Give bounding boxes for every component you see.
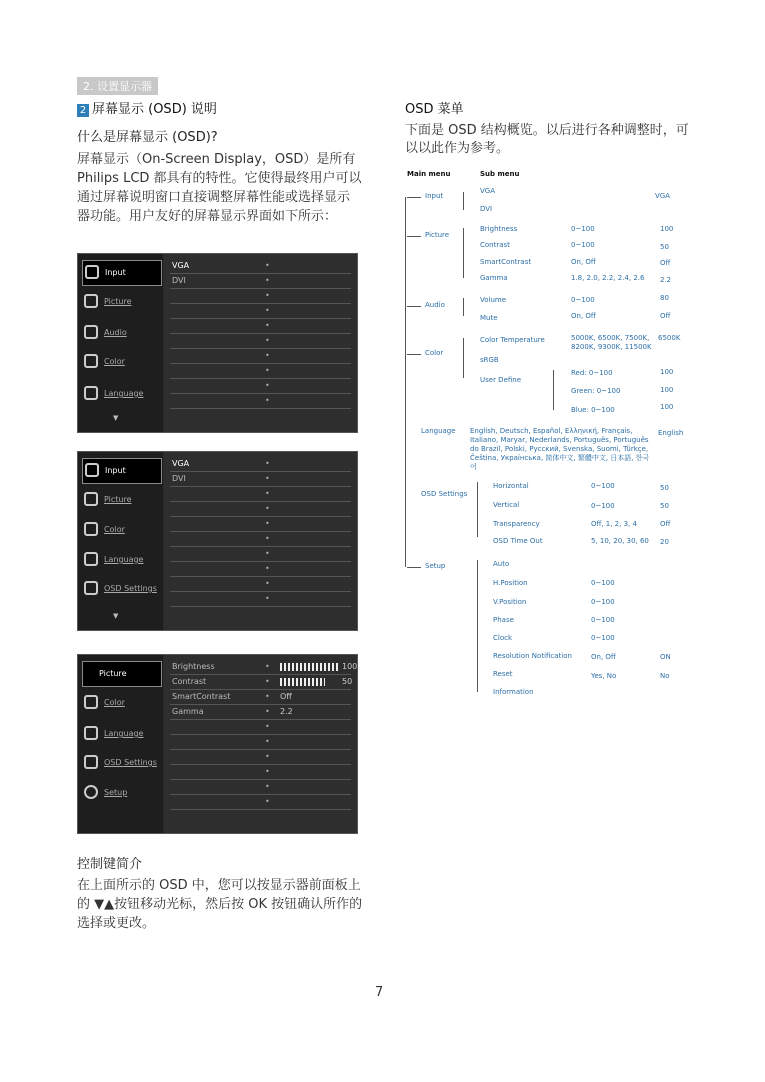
control-keys-paragraph: 在上面所示的 OSD 中，您可以按显示器前面板上的 ▼▲按钮移动光标，然后按 OK 按钮确认所作的选择或更改。 [77,878,363,931]
osd-menu-item: Picture [82,661,162,687]
picture-icon [84,492,98,506]
audio-icon [84,325,98,339]
osd-row: • [170,289,351,304]
tree-main-audio: Audio [425,301,445,309]
osd-row: • [170,394,351,409]
osd-left-menu [78,655,163,833]
osd-menu-item: Input [82,458,162,484]
osd-menu-item: OSD Settings [82,751,162,775]
osd-row: • [170,592,351,607]
osd-left-menu [78,452,163,630]
osd-row: Gamma • 2.2 [170,705,351,720]
osd-row: • [170,517,351,532]
osd-menu-item: Language [82,548,162,572]
section-tag: 2. 设置显示器 [77,77,158,95]
osd-right-panel [164,254,357,432]
tree-language-list: English, Deutsch, Español, Ελληνική, Français, Italiano, Maryar, Nederlands, Português, Português do Brazil, Polski, Русский, Svenska, Suomi, Türkçe, Čeština, Українська, 简体中文, 繁體中文, 日本語, 한국어 [470,427,650,471]
osd-row: Contrast • 50 [170,675,351,690]
osd-menu-item: Language [82,382,162,406]
osd-row: • [170,795,351,810]
tree-main-language: Language [421,427,456,435]
tree-header-main: Main menu [407,170,451,178]
language-icon [84,386,98,400]
osd-row: • [170,562,351,577]
heading-text: 屏幕显示 (OSD) 说明 [92,102,217,117]
osd-row: DVI • [170,472,351,487]
osd-menu-item: Setup [82,781,162,805]
osd-row: • [170,720,351,735]
osd-screenshot-3 [77,654,358,834]
tree-main-color: Color [425,349,444,357]
osd-menu-desc: 下面是 OSD 结构概览。以后进行各种调整时，可以以此作为参考。 [405,123,689,156]
intro-paragraph: 屏幕显示（On-Screen Display，OSD）是所有 Philips LCD 都具有的特性。它使得最终用户可以通过屏幕说明窗口直接调整屏幕性能或选择显示器功能。用户友好的屏幕显示界面如下所示： [77,152,362,224]
osd-left-menu [78,254,163,432]
picture-icon [84,294,98,308]
osd-row: • [170,765,351,780]
osd-menu-item: Language [82,722,162,746]
osd-row: • [170,547,351,562]
osd-menu-item: OSD Settings [82,577,162,601]
tree-header-sub: Sub menu [480,170,520,178]
language-icon [84,552,98,566]
osd-row: • [170,735,351,750]
tree-main-picture: Picture [425,231,450,239]
osd-menu-item: Color [82,691,162,715]
heading-number: 2 [77,104,89,117]
tree-main-input: Input [425,192,444,200]
osd-row: VGA • [170,457,351,472]
control-keys-title: 控制键简介 [77,857,143,872]
chevron-down-icon: ▼ [113,414,119,422]
color-icon [84,354,98,368]
osd-row: • [170,780,351,795]
page-number: 7 [375,985,384,1000]
osd-settings-icon [84,581,98,595]
osd-row: • [170,379,351,394]
osd-row: Brightness • 100 [170,660,351,675]
osd-menu-title: OSD 菜单 [405,102,464,117]
osd-row: VGA • [170,259,351,274]
osd-menu-item: Input [82,260,162,286]
osd-row: • [170,349,351,364]
osd-menu-item: Picture [82,290,162,314]
osd-settings-icon [84,755,98,769]
osd-row: • [170,334,351,349]
osd-menu-item: Picture [82,488,162,512]
osd-row: SmartContrast • Off [170,690,351,705]
contrast-bar [280,678,325,686]
osd-menu-item: Color [82,518,162,542]
osd-menu-item: Color [82,350,162,374]
osd-row: • [170,487,351,502]
language-icon [84,726,98,740]
osd-right-panel [164,452,357,630]
input-icon [85,463,99,477]
osd-screenshot-2 [77,451,358,631]
tree-main-osd-settings: OSD Settings [421,490,468,498]
brightness-bar [280,663,340,671]
osd-row: • [170,319,351,334]
gear-icon [84,785,98,799]
section-heading [77,98,217,117]
osd-right-panel [164,655,357,833]
osd-row: • [170,364,351,379]
osd-row: • [170,750,351,765]
chevron-down-icon: ▼ [113,612,119,620]
color-icon [84,522,98,536]
question-title: 什么是屏幕显示 (OSD)? [77,130,218,145]
osd-row: • [170,577,351,592]
osd-screenshot-1 [77,253,358,433]
osd-row: • [170,532,351,547]
osd-structure-tree: Main menu Sub menu Input Picture Audio Color Language OSD Settings Setup VGA VGA DVI Brightness 0~100 100 Contrast 0~100 50 SmartContrast On, Off Off Gamma 1.8, 2.0, 2.2, 2.4, 2.6 2.2 Volume 0~100 80 Mute On, Off Off Color Temperature 5000K, 6500K, 7500K, 8200K, 9300K, 11500K 6500K sRGB User Define Red: 0~100 100 Green: 0~100 100 Blue: 0~100 100 English, Deutsch, Español, Ελληνική, Français, Italiano, Maryar, Nederlands, Português, Português do Brazil, Polski, Русский, Svenska, Suomi, Türkçe, Čeština, Українська, 简体中文, 繁體中文, 日本語, 한국어 English Horizontal 0~100 50 Vertical 0~100 50 Transparency Off, 1, 2, 3, 4 Off OSD Time Out 5, 10, 20, 30, 60 20 Auto H.Position 0~100 V.Position 0~100 Phase 0~100 Clock 0~100 Resolution Notification On, Off ON Reset Yes, No No Information [407,170,684,696]
input-icon [85,265,99,279]
osd-row: DVI • [170,274,351,289]
tree-main-setup: Setup [425,562,446,570]
osd-row: • [170,304,351,319]
osd-menu-item: Audio [82,321,162,345]
osd-row: • [170,502,351,517]
color-icon [84,695,98,709]
